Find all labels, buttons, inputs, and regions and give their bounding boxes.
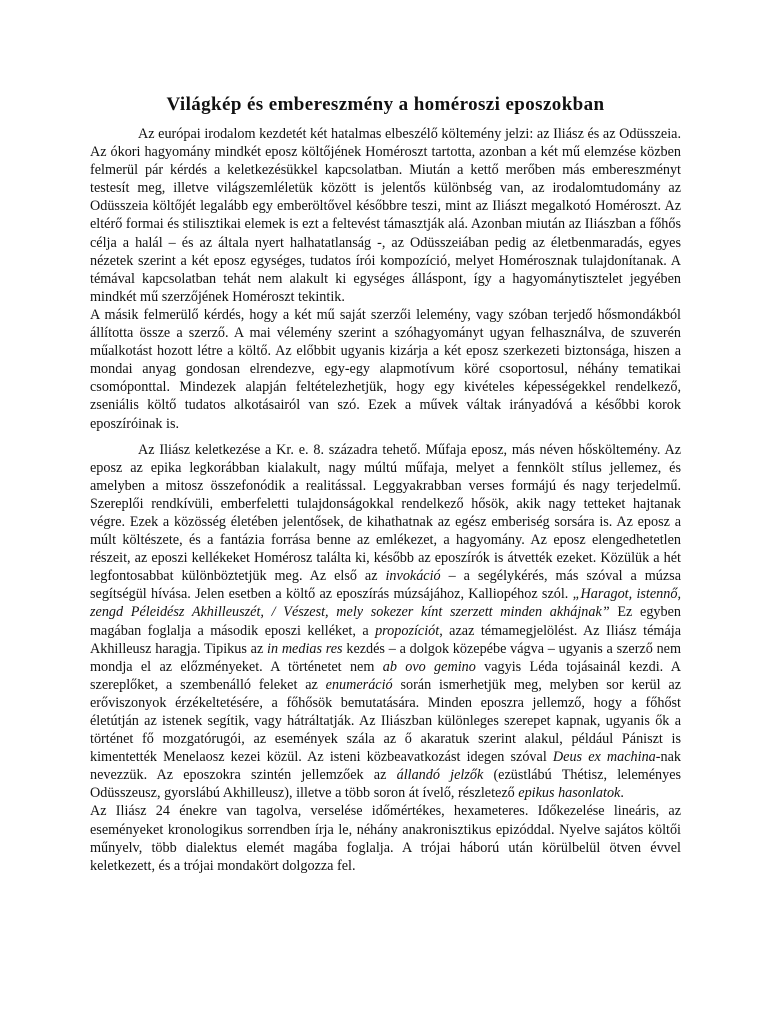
term-in-medias-res: in medias res [267, 640, 343, 657]
term-enumeracio: enumeráció [325, 676, 393, 693]
paragraph-3-text: kezdés – a dolgok közepébe vágva – ugyanis a szerző nem mondja el az előzményeket. A történetet nem [90, 640, 682, 675]
paragraph-2: A másik felmerülő kérdés, hogy a két mű saját szerzői lelemény, vagy szóban terjedő hősmondákból állította össze a szerző. A mai vélemény szerint a szóhagyományt ugyan felhasználva, de szuverén műalkotást hozott létre a költő. Az előbbit ugyanis kizárja a két eposz szerkezeti biztonsága, hiszen a mondai anyag gondosan elrendezve, egy-egy alapmotívum köré csoportosul, néhány tematikai csomóponttal. Mindezek alapján feltételezhetjük, hogy egy kivételes képességekkel rendelkező, zseniális költő tudatos alkotásairól van szó. Ezek a művek váltak irányadóvá a későbbi korok eposzíróinak is. [90, 306, 681, 432]
document-title: Világkép és embereszmény a homéroszi eposzokban [166, 94, 605, 115]
paragraph-3-text: során ismerhetjük meg, melyben sor kerül az erőviszonyok érzékeltetésére, a főhősök bemutatására. Minden eposzra jellemző, hogy a főhőst életútján az istenek segítik, vagy hátráltatják. Az Iliászban különleges szerepet kapnak, ugyanis ők a történet fő mozgatórugói, az események szála az ő akaratuk szerint alakul, például Pániszt is kimentették Menelaosz kezei közül. Az isteni közbeavatkozást idegen szóval [90, 676, 682, 766]
paragraph-4: Az Iliász 24 énekre van tagolva, verselése időmértékes, hexameteres. Időkezelése lineáris, az eseményeket kronologikus sorrendben írja le, néhány anakronisztikus epizóddal. Nyelve sajátos költői műnyelv, több dialektus elemét magába foglalja. A trójai háború után körülbelül ötven évvel keletkezett, és a trójai mondakört dolgozza fel. [90, 803, 681, 874]
paragraph-3 [90, 441, 681, 803]
term-invokacio: invokáció [385, 568, 441, 585]
paragraph-3-text: . [620, 785, 624, 802]
term-propozicio: propozíciót [375, 622, 440, 639]
paragraph-3-text: Ez egyben magában foglalja a második eposzi kelléket, a [90, 604, 681, 639]
paragraph-3-text: , azaz témamegjelölést. Az Iliász témája Akhilleusz haragja. Tipikus az [90, 622, 681, 657]
term-ab-ovo: ab ovo gemino [382, 658, 476, 675]
iliad-opening-quote: „Haragot, istennő, zengd Péleidész Akhilleuszét, / Vészest, mely sokezer kínt szerzett minden akhájnak” [90, 586, 681, 621]
paragraph-3-text: vagyis Léda tojásainál kezdi. A szereplőket, a szembenálló feleket az [90, 658, 681, 693]
paragraph-3-text: (ezüstlábú Thétisz, leleményes Odüsszeusz, gyorslábú Akhilleusz), illetve a több soron át ívelő, részletező [90, 767, 682, 802]
term-allando-jelzo: állandó jelzők [396, 767, 484, 784]
term-epikus-hasonlatok: epikus hasonlatok [518, 785, 621, 802]
paragraph-3-text: -nak nevezzük. Az eposzokra szintén jellemzőek az [90, 749, 681, 784]
document-page [90, 93, 681, 875]
paragraph-3-text: Az Iliász keletkezése a Kr. e. 8. századra tehető. Műfaja eposz, más néven hősköltemény. Az eposz az epika legkorábban kialakult, nagy múltú műfaja, melyet a fennkölt stílus jellemez, és amelyben a mitosz összefonódik a realitással. Leggyakrabban verses formájú és nagy terjedelmű. Szereplői rendkívüli, emberfeletti tulajdonságokkal rendelkező hősök, akik nagy tetteket hajtanak végre. Ezek a közösség életében jelentősek, de kihathatnak az egész emberiség sorsára is. Az eposz a múlt költészete, és a fantázia forrása benne az emlékezet, a hagyomány. Az eposz elengedhetetlen részeit, az eposzi kellékeket Homérosz találta ki, később az eposzírók is átvették ezeket. Közülük a hét legfontosabbat különböztetjük meg. Az első az [90, 441, 681, 585]
paragraph-3-text: – a segélykérés, más szóval a múzsa segítségül hívása. Jelen esetben a költő az eposzírás múzsájához, Kalliopéhoz szól. [90, 568, 681, 603]
term-deus-ex-machina: Deus ex machina [552, 749, 656, 766]
paragraph-1: Az európai irodalom kezdetét két hatalmas elbeszélő költemény jelzi: az Iliász és az Odüsszeia. Az ókori hagyomány mindkét eposz költőjének Homéroszt tartotta, azonban a két mű elemzése közben felmerül pár kérdés a keletkezésükkel kapcsolatban. Miután a kettő merőben más embereszményt testesít meg, illetve világszemléletük között is jelentős különbség van, az irodalomtudomány az Odüsszeia költőjét legalább egy emberöltővel későbbre teszi, mint az Iliászt megalkotó Homéroszt. Az eltérő formai és stilisztikai elemek is ezt a feltevést támasztják alá. Azonban miután az Iliászban a főhős célja a halál – és az általa nyert halhatatlanság -, az Odüsszeiában pedig az életbenmaradás, egyes nézetek szerint a két eposz egységes, tudatos írói kompozíció, melyet Homérosznak tulajdonítanak. A témával kapcsolatban tehát nem alakult ki egységes álláspont, így a hagyománytisztelet jegyében mindkét mű szerzőjének Homéroszt tekintik. [90, 126, 681, 305]
